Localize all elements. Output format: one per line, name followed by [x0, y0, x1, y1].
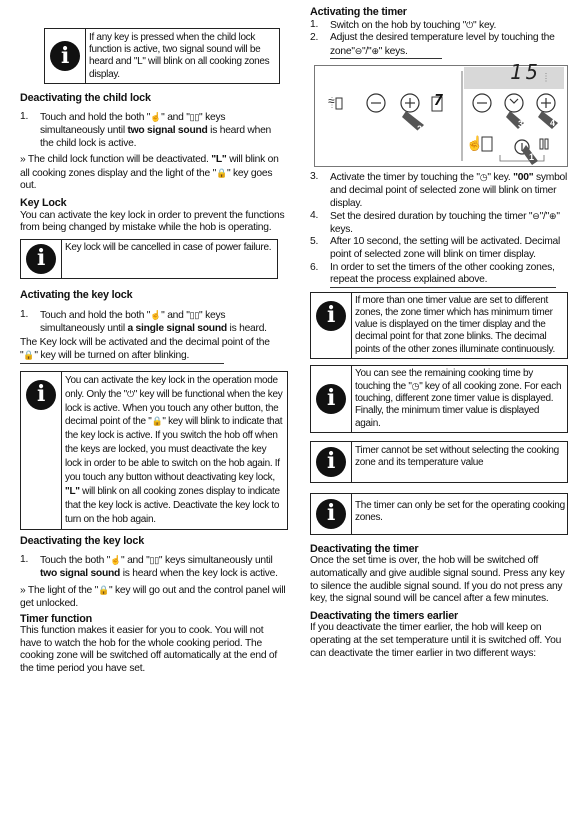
callout-3: 3: [518, 119, 523, 130]
info-icon: i: [316, 499, 346, 529]
right-column: [310, 0, 572, 660]
info-icon-box: [311, 494, 351, 534]
list-item: 1. Touch the both "☝" and "▯▯" keys simultaneously until two signal sound is heard when the key lock is active.: [20, 554, 278, 579]
list-deactivate-child: [20, 111, 286, 150]
list-item: 3. Activate the timer by touching the "◷" key. "00" symbol and decimal point of selected zone will blink on timer display.: [310, 171, 568, 209]
note-text: You can see the remaining cooking time by touching the "◷" key of all cooking zone. For each touching, different zone timer value is displayed. Finally, the minimum timer value is displayed again.: [351, 366, 567, 432]
info-icon-box: [311, 442, 351, 482]
divider: [330, 58, 442, 59]
timer-function-text: This function makes it easier for you to cook. You will not have to watch the hob for the whole cooking period. The cooking zone will be switched off automatically at the end of the time period you have set.: [20, 625, 278, 675]
info-icon: i: [316, 447, 346, 477]
bars-icon: ▯▯: [189, 310, 200, 321]
list-item: 6. In order to set the timers of the other cooking zones, repeat the process explained above.: [310, 261, 555, 286]
callout-1: 1: [529, 152, 534, 163]
note-operation-mode: [20, 371, 288, 530]
minus-icon: ⊖: [532, 211, 540, 222]
info-icon-box: [311, 366, 351, 432]
info-icon: i: [26, 244, 56, 274]
bars-icon: ▯▯: [149, 555, 159, 566]
timer-icon: ◷: [411, 380, 420, 391]
hand-icon: ☝: [466, 135, 484, 152]
lock-icon: 🔒: [23, 350, 35, 361]
info-icon-box: [45, 29, 85, 83]
temp-icon: ≈: [328, 94, 335, 109]
heading-timer-function: Timer function: [20, 612, 92, 625]
timer-icon: ◷: [479, 172, 488, 183]
note-child-lock-keypress: [44, 28, 280, 84]
list-item: 1. Touch and hold the both "☝" and "▯▯" keys simultaneously until two signal sound is heard when the child lock is active.: [20, 111, 272, 149]
heading-deactivating-timer: Deactivating the timer: [310, 542, 419, 555]
list-item: 1. Switch on the hob by touching "⏻" key.: [310, 18, 497, 31]
deactivating-earlier-text: If you deactivate the timer earlier, the hob will keep on operating at the set temperature until it is switched off. You can deactivate the timer earlier in two different ways:: [310, 622, 562, 659]
list-item: 4. Set the desired duration by touching the timer "⊖"/"⊕" keys.: [310, 210, 560, 235]
note-multiple-timers: [310, 292, 568, 359]
act-key-result: The Key lock will be activated and the decimal point of the "🔒" key will be turned on after blinking.: [20, 336, 270, 362]
lock-icon: 🔒: [151, 416, 163, 427]
hand-icon: ☝: [150, 310, 162, 321]
heading-key-lock: Key Lock: [20, 196, 67, 209]
timer-display-readout: 15: [510, 60, 543, 85]
info-icon: i: [316, 301, 346, 331]
hand-icon: ☝: [150, 112, 162, 123]
list-item: 2. Adjust the desired temperature level by touching the zone"⊖"/"⊕" keys.: [310, 32, 555, 57]
control-panel-illustration: [314, 60, 568, 167]
deactivating-timer-text: Once the set time is over, the hob will be switched off automatically and give audible signal sound. Press any key to silence the audible signal sound. If you do not press any key, the signal sound will be cancel after a few minutes.: [310, 555, 565, 605]
divider: [330, 287, 556, 288]
note-text: If more than one timer value are set to different zones, the zone timer which has minimum timer value is displayed on the timer display and the decimal point for that zone blinks. The decimal points of the other zones illuminate continuously.: [351, 293, 567, 358]
note-text: Key lock will be cancelled in case of power failure.: [61, 240, 277, 278]
note-text: If any key is pressed when the child lock function is active, two signal sound will be heard and "L" will blink on all cooking zones display.: [85, 29, 279, 83]
key-lock-text: You can activate the key lock in order to prevent the functions from being changed by mistake while the hob is operating.: [20, 209, 285, 234]
list-activate-timer-b: [310, 171, 572, 286]
callout-4: 4: [550, 118, 555, 129]
heading-deactivating-timers-earlier: Deactivating the timers earlier: [310, 609, 459, 622]
note-text: Timer cannot be set without selecting the cooking zone and its temperature value: [351, 442, 567, 482]
plus-icon: ⊕: [549, 211, 557, 222]
note-timer-zone-required: [310, 441, 568, 483]
bars-icon: ▯▯: [189, 112, 200, 123]
level-display: 7: [434, 91, 443, 110]
divider: [20, 363, 224, 364]
note-remaining-time: [310, 365, 568, 433]
lock-icon: 🔒: [216, 167, 227, 178]
list-deactivate-key: [20, 554, 286, 580]
info-icon-box: [311, 293, 351, 358]
note-power-failure: [20, 239, 278, 279]
heading-activating-timer: Activating the timer: [310, 6, 407, 18]
list-activate-timer-a: [310, 19, 572, 59]
lock-icon: 🔒: [98, 585, 110, 596]
minus-icon: ⊖: [354, 45, 363, 56]
plus-icon: ⊕: [371, 45, 379, 56]
heading-deactivating-key-lock: Deactivating the key lock: [20, 534, 145, 547]
hand-icon: ☝: [110, 555, 122, 566]
note-text: The timer can only be set for the operating cooking zones.: [351, 494, 567, 534]
list-activate-key: [20, 309, 286, 335]
power-icon: ⏻: [126, 388, 134, 399]
list-item: 5. After 10 second, the setting will be activated. Decimal point of selected zone will blink on timer display.: [310, 236, 561, 260]
power-icon: ⏻: [466, 19, 474, 30]
info-icon: i: [50, 41, 80, 71]
note-operating-zones: [310, 493, 568, 535]
deact-key-result: » The light of the "🔒" key will go out and the control panel will get unlocked.: [20, 585, 286, 610]
info-icon: i: [316, 384, 346, 414]
deact-child-result: » The child lock function will be deactivated. "L" will blink on all cooking zones display and the light of the "🔒" key goes out.: [20, 154, 279, 192]
heading-activating-key-lock: Activating the key lock: [20, 288, 133, 301]
list-item: 1. Touch and hold the both "☝" and "▯▯" keys simultaneously until a single signal sound is heard.: [20, 309, 267, 334]
info-icon-box: [21, 372, 61, 529]
info-icon-box: [21, 240, 61, 278]
heading-deactivating-child-lock: Deactivating the child lock: [20, 91, 151, 104]
left-column: [20, 0, 286, 676]
info-icon: i: [26, 380, 56, 410]
note-text: You can activate the key lock in the operation mode only. Only the "⏻" key will be functional when the key lock is active. When you touch any other button, the decimal point of the "🔒" key will blink to indicate that the key lock is active. If you switch the hob off when the keys are locked, you must deactivate the key lock in order to be able to switch on the hob again. If you touch any button without deactivating key lock, "L" will blink on all cooking zones display to indicate that the key lock is active. Deactivate the key lock to turn on the hob again.: [61, 372, 287, 529]
callout-2: 2: [417, 124, 422, 135]
